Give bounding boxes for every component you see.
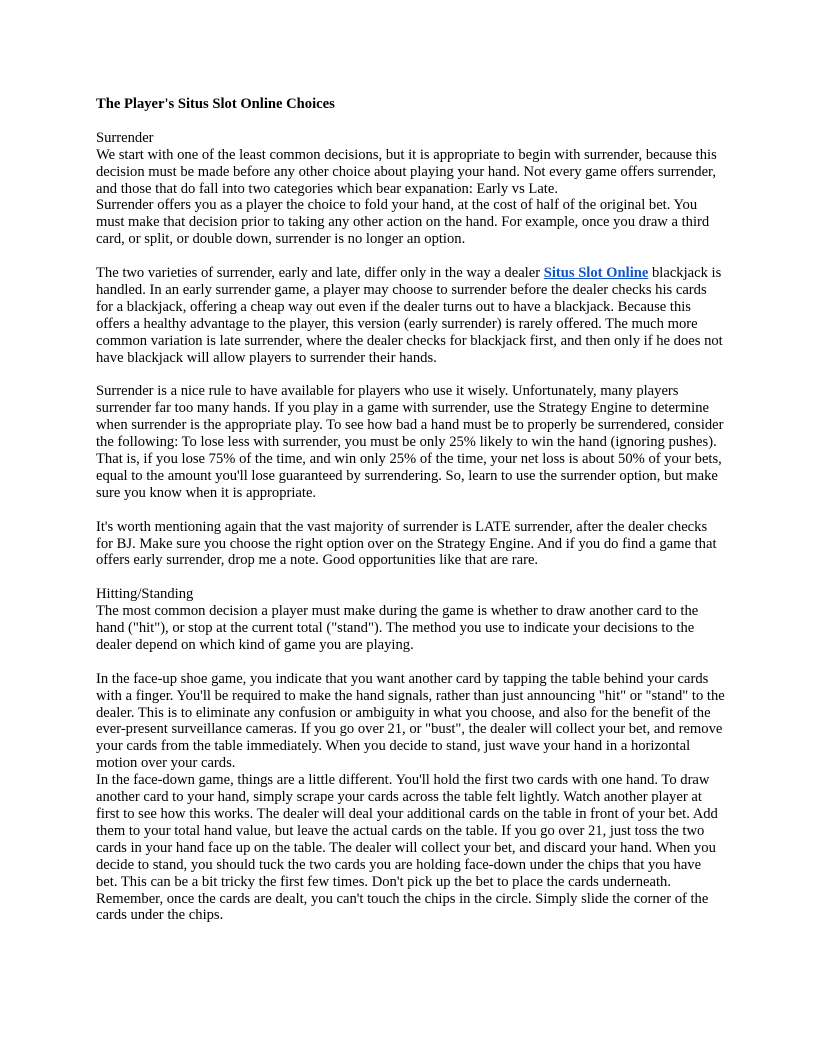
situs-slot-online-link[interactable]: Situs Slot Online bbox=[543, 265, 649, 282]
document-title: The Player's Situs Slot Online Choices bbox=[96, 96, 335, 112]
paragraph: The most common decision a player must make during the game is whether to draw another card to the hand ("hit"), or stop at the current total ("stand"). The method you use to indicate your decisions to the dealer depend on which kind of game you are playing. bbox=[96, 603, 699, 653]
paragraph-gap bbox=[96, 502, 726, 519]
paragraph: We start with one of the least common decisions, but it is appropriate to begin with surrender, because this decision must be made before any other choice about playing your hand. Not every game offers surrender, and those that do fall into two categories which bear expanation: Early vs Late. bbox=[96, 146, 717, 197]
paragraph-gap bbox=[96, 248, 726, 265]
paragraph: In the face-down game, things are a little different. You'll hold the first two cards with one hand. To draw another card to your hand, simply scrape your cards across the table felt lightly. Watch another player at first to see how this works. The dealer will deal your additional cards on the table in front of your bet. Add them to your total hand value, but leave the actual cards on the table. If you go over 21, just toss the two cards in your hand face up on the table. The dealer will collect your bet, and discard your hand. When you decide to stand, you should tuck the two cards you are holding face-down under the chips that you have bet. This can be a bit tricky the first few times. Don't pick up the bet to place the cards underneath. Remember, once the cards are dealt, you can't touch the chips in the circle. Simply slide the corner of the cards under the chips. bbox=[96, 772, 718, 924]
paragraph-gap bbox=[96, 366, 726, 383]
paragraph: It's worth mentioning again that the vast majority of surrender is LATE surrender, after the dealer checks for BJ. Make sure you choose the right option over on the Strategy Engine. And if you do find a game that offers early surrender, drop me a note. Good opportunities like that are rare. bbox=[96, 518, 717, 569]
section-heading-hitting-standing: Hitting/Standing bbox=[96, 586, 194, 603]
paragraph-gap bbox=[96, 654, 726, 671]
paragraph-text: blackjack is handled. In an early surrender game, a player may choose to surrender before the dealer checks his cards for a blackjack, offering a cheap way out even if the dealer turns out to have a blackjack. Because this offers a healthy advantage to the player, this version (early surrender) is rarely offered. The much more common variation is late surrender, where the dealer checks for blackjack first, and then only if he does not have blackjack will allow players to surrender their hands. bbox=[96, 265, 723, 366]
section-heading-surrender: Surrender bbox=[96, 129, 154, 146]
paragraph-with-link bbox=[96, 265, 726, 366]
paragraph: Surrender is a nice rule to have available for players who use it wisely. Unfortunately, many players surrender far too many hands. If you play in a game with surrender, use the Strategy Engine to determine when surrender is the appropriate play. To see how bad a hand must be to properly be surrendered, consider the following: To lose less with surrender, you must be only 25% likely to win the hand (ignoring pushes). That is, if you lose 75% of the time, and win only 25% of the time, your net loss is about 50% of your bets, equal to the amount you'll lose guaranteed by surrendering. So, learn to use the surrender option, but make sure you know when it is appropriate. bbox=[96, 383, 724, 501]
paragraph: Surrender offers you as a player the choice to fold your hand, at the cost of half of the original bet. You must make that decision prior to taking any other action on the hand. For example, once you draw a third card, or split, or double down, surrender is no longer an option. bbox=[96, 197, 710, 248]
paragraph: In the face-up shoe game, you indicate that you want another card by tapping the table behind your cards with a finger. You'll be required to make the hand signals, rather than just announcing "hit" or "stand" to the dealer. This is to eliminate any confusion or ambiguity in what you choose, and also for the benefit of the ever-present surveillance cameras. If you go over 21, or "bust", the dealer will collect your bet, and remove your cards from the table immediately. When you decide to stand, just wave your hand in a horizontal motion over your cards. bbox=[96, 670, 725, 772]
paragraph-gap bbox=[96, 569, 726, 586]
document-page bbox=[96, 96, 726, 924]
paragraph-text: The two varieties of surrender, early and late, differ only in the way a dealer bbox=[96, 265, 544, 282]
